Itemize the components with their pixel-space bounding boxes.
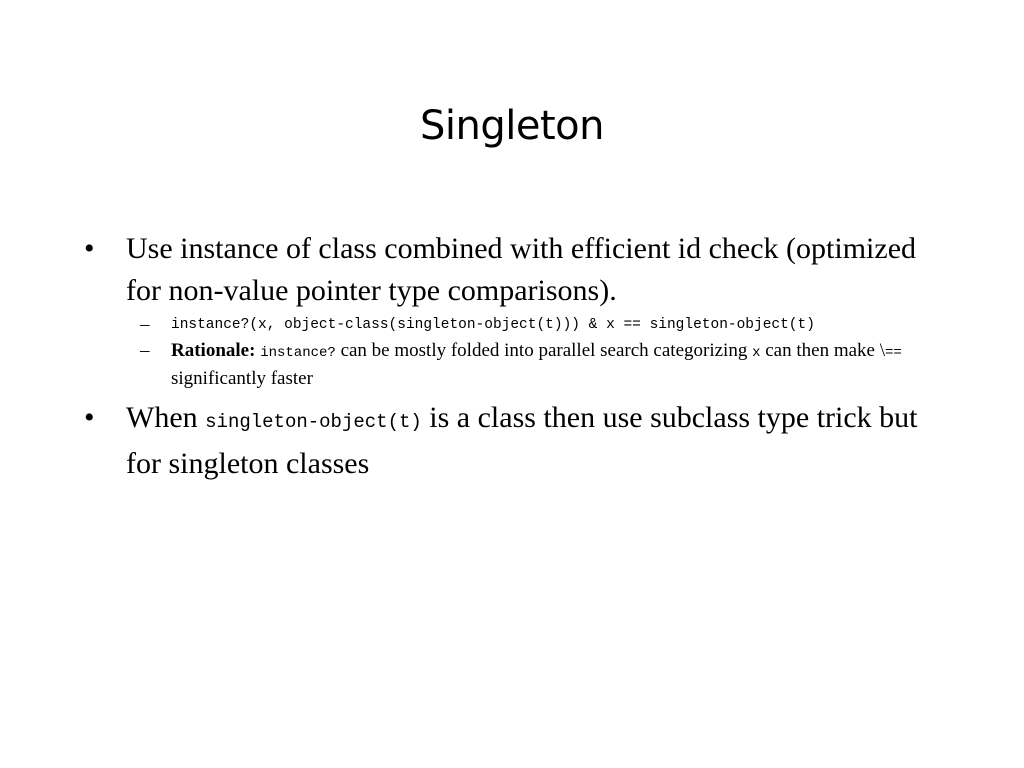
code-text: x — [752, 345, 761, 361]
sub-bullet-text: can be mostly folded into parallel search categorizing — [340, 340, 748, 361]
code-text: singleton-object(t) — [205, 411, 422, 433]
bullet-icon: • — [84, 401, 95, 434]
bullet-icon: • — [84, 232, 95, 265]
bullet-text: When — [126, 401, 198, 434]
bullet-text: Use instance of class combined with efficient id check (optimized for non-value pointer type comparisons). — [126, 232, 917, 307]
dash-icon: – — [140, 314, 150, 335]
sub-bullet-item — [126, 338, 944, 391]
rationale-label: Rationale: — [171, 340, 256, 361]
dash-icon: – — [140, 340, 150, 361]
sub-bullet-text: significantly faster — [171, 368, 313, 389]
slide-title: Singleton — [420, 103, 604, 149]
bullet-text: is a class then use subclass type trick but for singleton classes — [126, 401, 918, 480]
bullet-item — [84, 228, 944, 312]
code-text: instance?(x, object-class(singleton-object(t))) & x == singleton-object(t) — [171, 317, 815, 333]
bullet-item — [84, 397, 944, 485]
code-text: == — [885, 345, 902, 361]
sub-bullet-item — [126, 312, 944, 338]
slide-content — [84, 228, 944, 485]
code-text: instance? — [260, 345, 336, 361]
sub-bullet-text: can then make \ — [765, 340, 885, 361]
